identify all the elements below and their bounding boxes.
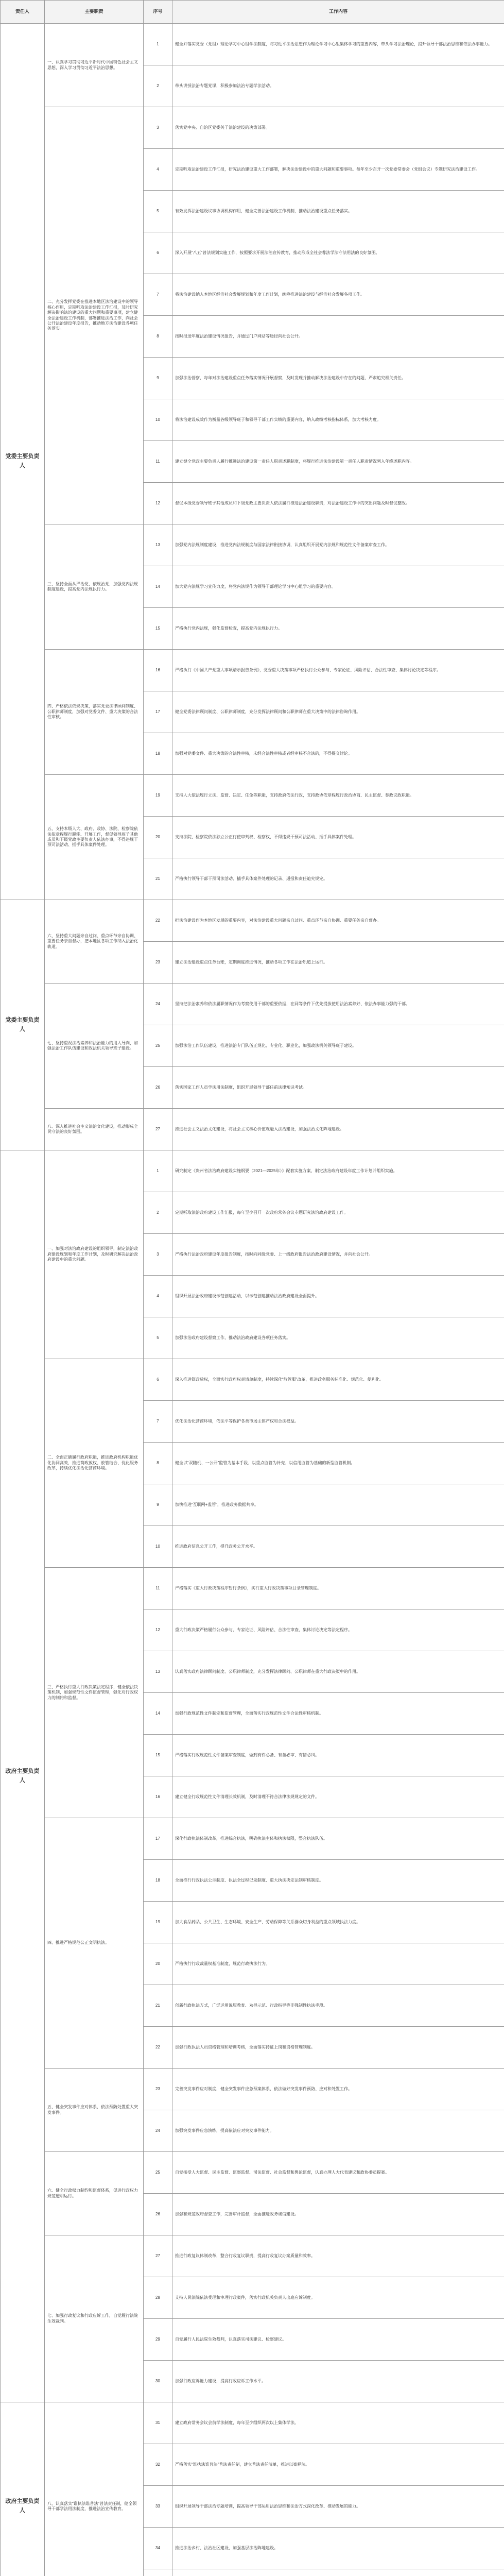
task-content: 健全党委法律顾问制度、公职律师制度，充分发挥法律顾问和公职律师在重大决策中的法律咨询作用。 [172,691,504,733]
task-number: 29 [144,2319,172,2361]
task-number: 34 [144,2528,172,2569]
task-content: 按时报送年度法治建设情况报告，并通过门户网站等途径向社会公开。 [172,316,504,358]
duty-cell: 三、严格执行重大行政决策法定程序，健全依法决策机制，加强规范性文件监督管理，强化对行政权力的制约和监督。 [45,1568,144,1818]
task-number: 24 [144,2110,172,2152]
task-number: 10 [144,1526,172,1568]
task-number: 9 [144,1484,172,1526]
task-content: 加强突发事件应急演练，提高依法应对突发事件能力。 [172,2110,504,2152]
task-number: 23 [144,942,172,984]
task-content: 支持人民法院依法受理和审理行政案件，落实行政机关负责人出庭应诉制度。 [172,2277,504,2319]
duty-cell: 四、严格依法依规决策，落实党委法律顾问制度、公职律师制度，加强对党委文件、重大决策的合法性审核。 [45,650,144,775]
task-number: 3 [144,1234,172,1276]
task-content: 组织开展法治政府建设示范创建活动，以示范创建推动法治政府建设全面提升。 [172,1276,504,1317]
task-content: 落实国家工作人员学法用法制度，组织开展领导干部任前法律知识考试。 [172,1067,504,1109]
table-row [1,2402,504,2444]
task-number: 11 [144,1568,172,1609]
table-row [1,24,504,65]
task-content: 完善突发事件应对制度，健全突发事件应急预案体系，依法做好突发事件预防、应对和处置工作。 [172,2069,504,2110]
task-content: 严格执行领导干部干预司法活动、插手具体案件处理的记录、通报和责任追究规定。 [172,858,504,900]
task-content: 推进政府信息公开工作，提升政务公开水平。 [172,1526,504,1568]
task-number: 9 [144,358,172,399]
task-content: 加强行政执法人员资格管理和培训考核，全面落实持证上岗和资格管理制度。 [172,2027,504,2069]
task-content: 将法治建设纳入本地区经济社会发展规划和年度工作计划，统筹推进法治建设与经济社会发展各项工作。 [172,274,504,316]
task-content: 建立健全行政规范性文件清理长效机制，及时清理不符合法律法规规定的文件。 [172,1776,504,1818]
duty-cell: 一、认真学习贯彻习近平新时代中国特色社会主义思想，深入学习贯彻习近平法治思想。 [45,24,144,107]
responsible-cell: 政府主要负责人 [1,2402,45,2576]
duty-cell: 四、推进严格规范公正文明执法。 [45,1818,144,2069]
task-number: 24 [144,984,172,1025]
table-row [1,2069,504,2110]
task-number: 3 [144,107,172,149]
task-number: 21 [144,858,172,900]
duty-cell: 二、充分发挥党委在推进本地区法治建设中的领导核心作用，定期听取法治建设工作汇报，及时研究解决影响法治建设的重大问题和重要事项，建立健全法治建设工作机制，部署推进法治工作，向社会公开法治建设年度报告，推动地方法治建设各项任务落实。 [45,107,144,524]
task-content: 加大党内法规学习宣传力度，将党内法规作为领导干部理论学习中心组学习的重要内容。 [172,566,504,608]
task-number: 1 [144,1150,172,1192]
task-number: 14 [144,1693,172,1735]
task-number: 25 [144,2152,172,2194]
task-number: 30 [144,2361,172,2402]
task-content: 推进行政复议体制改革，整合行政复议职责，提高行政复议办案质量和效率。 [172,2235,504,2277]
task-content: 深化行政执法体制改革，推进综合执法，明确执法主体和执法权限，整合执法队伍。 [172,1818,504,1860]
header-responsible: 责任人 [1,1,45,24]
task-content: 加强法治政府建设督察工作，推动法治政府建设各项任务落实。 [172,1317,504,1359]
task-content: 加强和规范政府督查工作，完善审计监督，全面推进政务诚信建设。 [172,2194,504,2235]
task-number: 6 [144,1359,172,1401]
task-number: 15 [144,1735,172,1776]
task-content: 建立政府常务会议会前学法制度，每年至少组织两次以上集体学法。 [172,2402,504,2444]
task-number: 13 [144,524,172,566]
task-content: 加大食品药品、公共卫生、生态环境、安全生产、劳动保障等关系群众切身利益的重点领域执法力度。 [172,1902,504,1943]
task-content: 加强法治工作队伍建设，推进法治专门队伍正规化、专业化、职业化，加强政法机关领导班子建设。 [172,1025,504,1067]
duty-cell: 七、加强行政复议和行政应诉工作，自觉履行法院生效裁判。 [45,2235,144,2402]
task-number: 33 [144,2486,172,2528]
task-content: 推进法治乡村、法治社区建设，加强基层法治阵地建设。 [172,2528,504,2569]
duty-cell: 三、坚持全面从严治党、依规治党，加强党内法规制度建设，提高党内法规执行力。 [45,524,144,650]
table-header [1,1,504,24]
task-content: 组织开展领导干部法治专题培训，提高领导干部运用法治思维和法治方式深化改革、推动发展的能力。 [172,2486,504,2528]
table-row [1,1109,504,1150]
task-number: 32 [144,2444,172,2486]
task-content: 优化法治化营商环境，依法平等保护各类市场主体产权和合法权益。 [172,1401,504,1443]
duty-cell: 五、健全突发事件应对体系，依法预防处置重大突发事件。 [45,2069,144,2152]
task-number [144,2569,172,2576]
duty-cell: 二、全面正确履行政府职能，推进政府机构职能优化协同高效，推进简政放权、放管结合、优化服务改革，持续优化法治化营商环境。 [45,1359,144,1568]
task-content: 加强行政应诉能力建设，提高行政应诉工作水平。 [172,2361,504,2402]
task-number: 16 [144,650,172,691]
task-content: 支持法院、检察院依法独立公正行使审判权、检察权，不得违规干预司法活动、插手具体案件处理。 [172,817,504,858]
task-content: 定期听取法治建设工作汇报，研究法治建设重大工作部署，解决法治建设中的重大问题和重要事项。每年至少召开一次党委常委会（党组会议）专题研究法治建设工作。 [172,149,504,191]
duty-cell: 六、健全行政权力制约和监督体系，促进行政权力规范透明运行。 [45,2152,144,2235]
task-content: 自觉接受人大监督、民主监督、监察监督、司法监督、社会监督和舆论监督，认真办理人大代表建议和政协委员提案。 [172,2152,504,2194]
task-content: 严格执行行政裁量权基准制度，规范行政执法行为。 [172,1943,504,1985]
table-row [1,1818,504,1860]
task-content: 支持人大依法履行立法、监督、决定、任免等职能，支持政府依法行政，支持政协依章程履行政治协商、民主监督、参政议政职能。 [172,775,504,817]
task-number: 1 [144,24,172,65]
duty-cell: 一、加强对法治政府建设的组织领导，制定法治政府建设规划和年度工作计划，及时研究解决法治政府建设中的重大问题。 [45,1150,144,1359]
task-content: 推进社会主义法治文化建设，将社会主义核心价值观融入法治建设，加强法治文化阵地建设。 [172,1109,504,1150]
task-number: 6 [144,232,172,274]
task-number: 26 [144,2194,172,2235]
task-content: 加强党内法规制度建设，推进党内法规制度与国家法律衔接协调，认真组织开展党内法规和规范性文件备案审查工作。 [172,524,504,566]
task-content: 落实党中央、自治区党委关于法治建设的决策部署。 [172,107,504,149]
duty-cell: 七、坚持重视法治素养和法治能力的用人导向，加强法治工作队伍建设和政法机关领导班子建设。 [45,984,144,1109]
task-number: 22 [144,2027,172,2069]
task-number: 8 [144,1443,172,1484]
task-number: 7 [144,274,172,316]
task-content: 研究制定《贵州省法治政府建设实施纲要（2021—2025年）》配套实施方案，制定法治政府建设年度工作计划并组织实施。 [172,1150,504,1192]
task-content: 严格落实《重大行政决策程序暂行条例》，实行重大行政决策事项目录管理制度。 [172,1568,504,1609]
task-number: 28 [144,2277,172,2319]
task-number: 10 [144,399,172,441]
table-row [1,650,504,691]
table-row [1,1359,504,1401]
task-number: 2 [144,65,172,107]
header-row [1,1,504,24]
task-content: 深入推进简政放权，全面实行政府权责清单制度，持续深化“放管服”改革，推进政务服务标准化、规范化、便利化。 [172,1359,504,1401]
task-content: 严格执行《中国共产党重大事项请示报告条例》，党委重大决策事项严格执行公众参与、专家论证、风险评估、合法性审查、集体讨论决定等程序。 [172,650,504,691]
table-row [1,984,504,1025]
header-duty: 主要职责 [45,1,144,24]
task-content: 严格落实行政规范性文件备案审查制度，做到有件必备、有备必审、有错必纠。 [172,1735,504,1776]
task-content: 严格落实“谁执法谁普法”普法责任制，建立普法责任清单，推进以案释法。 [172,2444,504,2486]
task-content: 健全并落实党委（党组）理论学习中心组学法制度，将习近平法治思想作为理论学习中心组集体学习的重要内容，带头学习法治理论，提升领导干部法治思维和依法办事能力。 [172,24,504,65]
task-number: 18 [144,733,172,775]
task-content: 建立法治建设重点任务台账，定期调度推进情况，推动各项工作在法治轨道上运行。 [172,942,504,984]
task-number: 17 [144,1818,172,1860]
task-content: 加强对党委文件、重大决策的合法性审核，未经合法性审核或者经审核不合法的，不得提交讨论。 [172,733,504,775]
task-number: 8 [144,316,172,358]
task-content: 自觉履行人民法院生效裁判，认真落实司法建议、检察建议。 [172,2319,504,2361]
duty-cell: 八、深入推进社会主义法治文化建设，推动形成全民守法的良好氛围。 [45,1109,144,1150]
task-number: 20 [144,1943,172,1985]
table-row [1,1150,504,1192]
task-content [172,2569,504,2576]
task-number: 12 [144,1609,172,1651]
task-number: 5 [144,1317,172,1359]
task-content: 建立健全党政主要负责人履行推进法治建设第一责任人职责述职制度，将履行推进法治建设第一责任人职责情况列入年终述职内容。 [172,441,504,483]
task-content: 定期听取法治政府建设工作汇报，每年至少召开一次政府常务会议专题研究法治政府建设工作。 [172,1192,504,1234]
table-body [1,24,504,2576]
duty-cell: 五、支持本级人大、政府、政协、法院、检察院依法依章程履行职能、开展工作，督促领导班子其他成员和下级党政主要负责人依法办事，不得违规干预司法活动、插手具体案件处理。 [45,775,144,900]
duty-cell: 八、认真落实“谁执法谁普法”普法责任制，健全领导干部学法用法制度，推进法治宣传教育。 [45,2402,144,2576]
task-number: 27 [144,2235,172,2277]
table-row [1,2235,504,2277]
task-content: 严格执行党内法规，强化监督检查，提高党内法规执行力。 [172,608,504,650]
responsible-cell: 党委主要负责人 [1,900,45,1150]
task-content: 带头讲授法治专题党课，积极参加法治专题学法活动。 [172,65,504,107]
task-content: 全面推行行政执法公示制度、执法全过程记录制度、重大执法决定法制审核制度。 [172,1860,504,1902]
task-number: 18 [144,1860,172,1902]
responsible-cell: 政府主要负责人 [1,1150,45,2402]
task-number: 19 [144,775,172,817]
task-number: 5 [144,191,172,232]
table-row [1,524,504,566]
task-number: 20 [144,817,172,858]
task-content: 把法治建设作为本地区发展的重要内容，对法治建设重大问题亲自过问、重点环节亲自协调、重要任务亲自督办。 [172,900,504,942]
task-content: 健全以“双随机、一公开”监管为基本手段、以重点监管为补充、以信用监管为基础的新型监管机制。 [172,1443,504,1484]
task-number: 4 [144,1276,172,1317]
table-row [1,107,504,149]
task-number: 14 [144,566,172,608]
task-content: 将法治建设成效作为衡量各级领导班子和领导干部工作实绩的重要内容，纳入政绩考核指标体系，加大考核力度。 [172,399,504,441]
responsible-cell: 党委主要负责人 [1,24,45,900]
header-content: 工作内容 [172,1,504,24]
duty-cell: 六、坚持重大问题亲自过问、重点环节亲自协调、重要任务亲自督办，把本地区各项工作纳入法治化轨道。 [45,900,144,984]
task-content: 重大行政决策严格履行公众参与、专家论证、风险评估、合法性审查、集体讨论决定等法定程序。 [172,1609,504,1651]
table-row [1,1568,504,1609]
task-content: 督促本级党委领导班子其他成员和下级党政主要负责人依法履行推进法治建设职责，对法治建设工作中的突出问题及时督促整改。 [172,483,504,524]
task-number: 21 [144,1985,172,2027]
task-content: 创新行政执法方式，广泛运用说服教育、劝导示范、行政指导等非强制性执法手段。 [172,1985,504,2027]
task-number: 13 [144,1651,172,1693]
task-number: 23 [144,2069,172,2110]
task-number: 7 [144,1401,172,1443]
task-number: 22 [144,900,172,942]
task-number: 16 [144,1776,172,1818]
task-number: 26 [144,1067,172,1109]
header-number: 序号 [144,1,172,24]
task-number: 17 [144,691,172,733]
task-number: 27 [144,1109,172,1150]
task-number: 12 [144,483,172,524]
task-content: 加强法治督察，每年对法治建设重点任务落实情况开展督察，及时发现并推动解决法治建设中存在的问题，严肃追究相关责任。 [172,358,504,399]
task-number: 2 [144,1192,172,1234]
task-content: 有效发挥法治建设议事协调机构作用，健全完善法治建设工作机制，推动法治建设重点任务落实。 [172,191,504,232]
task-content: 加强行政规范性文件制定和监督管理，全面落实行政规范性文件合法性审核机制。 [172,1693,504,1735]
task-number: 31 [144,2402,172,2444]
task-number: 19 [144,1902,172,1943]
task-content: 加快推进“互联网+监管”，推进政务数据共享。 [172,1484,504,1526]
task-number: 25 [144,1025,172,1067]
table-row [1,775,504,817]
table-row [1,900,504,942]
task-content: 认真落实政府法律顾问制度、公职律师制度，充分发挥法律顾问、公职律师在重大行政决策中的作用。 [172,1651,504,1693]
task-number: 4 [144,149,172,191]
task-number: 11 [144,441,172,483]
task-number: 15 [144,608,172,650]
task-content: 坚持把法治素养和依法履职情况作为考察使用干部的重要依据，在同等条件下优先提拔使用法治素养好、依法办事能力强的干部。 [172,984,504,1025]
table-row [1,2152,504,2194]
task-content: 严格执行法治政府建设年度报告制度，按时向同级党委、上一级政府报告法治政府建设情况，并向社会公开。 [172,1234,504,1276]
task-content: 深入开展“八五”普法规划实施工作，按照要求开展法治宣传教育，推动形成全社会尊法学法守法用法的良好氛围。 [172,232,504,274]
